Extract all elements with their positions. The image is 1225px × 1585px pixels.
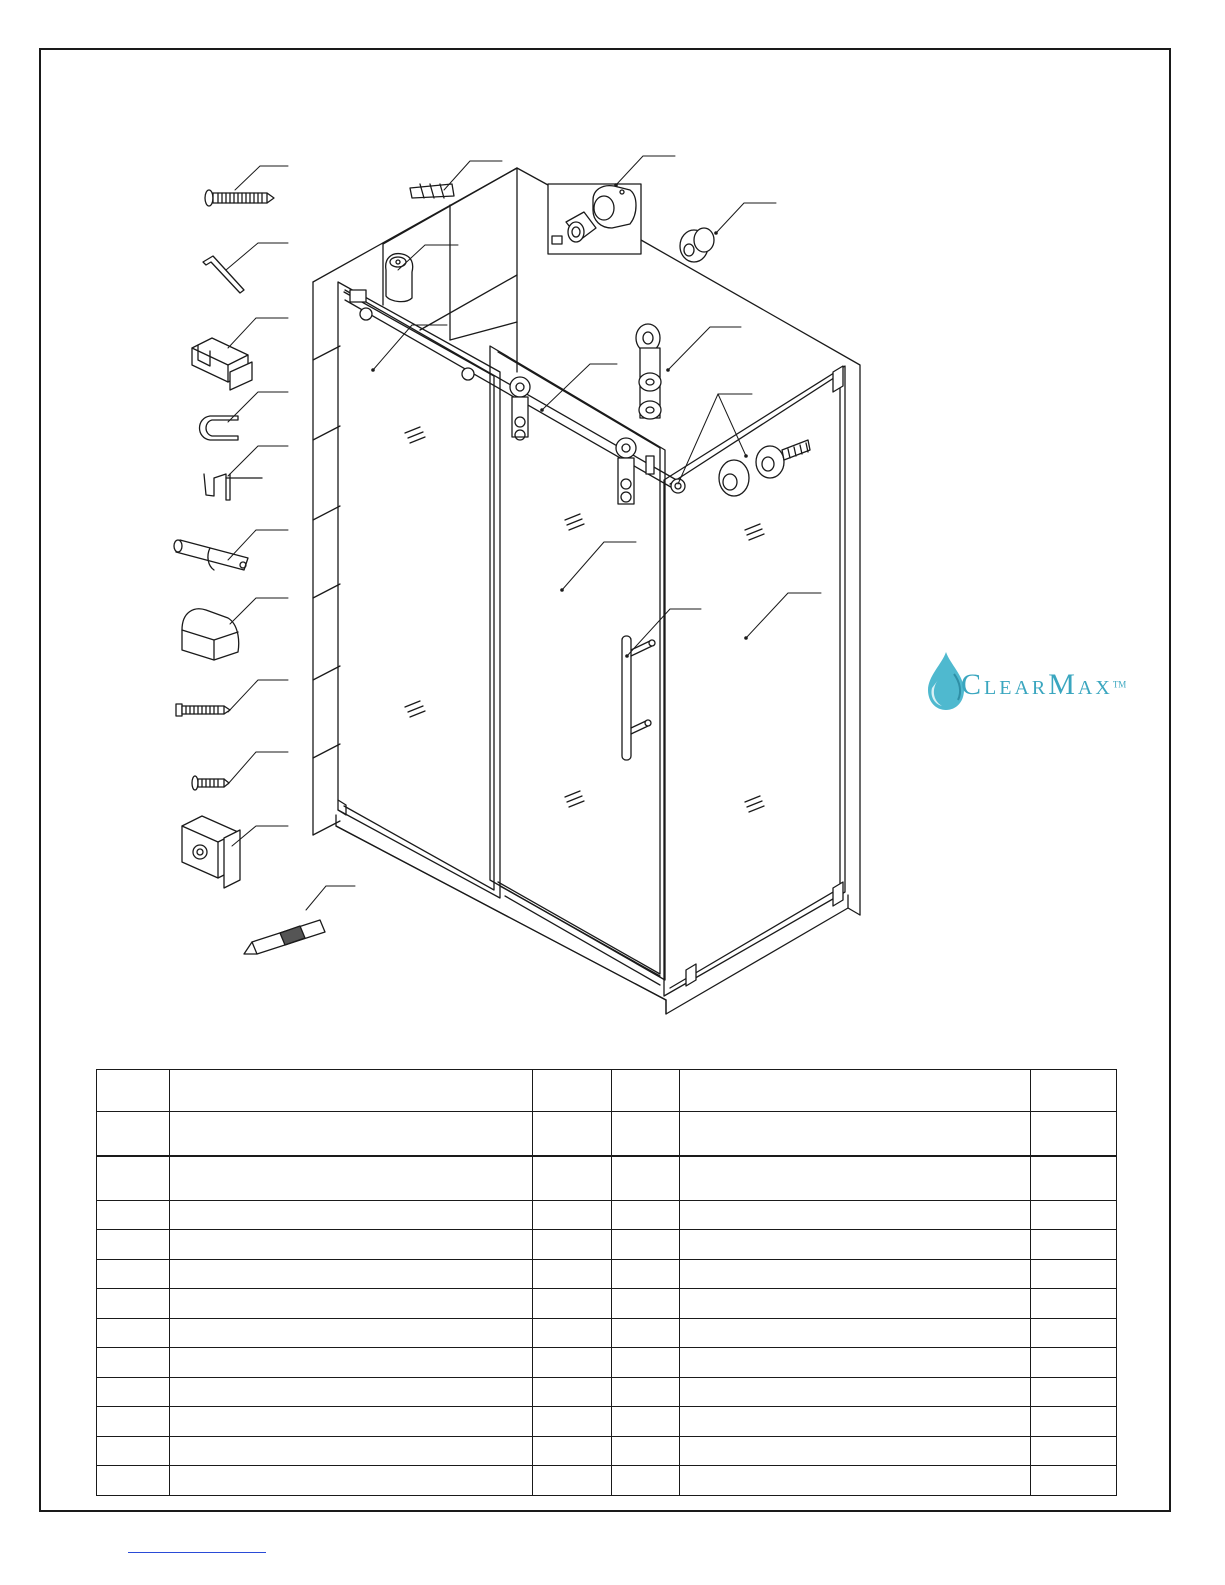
brand-letter-m: M bbox=[1048, 668, 1078, 701]
table-cell bbox=[680, 1377, 1031, 1407]
table-cell bbox=[170, 1348, 533, 1378]
table-cell bbox=[1031, 1318, 1117, 1348]
table-row bbox=[97, 1230, 1117, 1260]
table-cell bbox=[680, 1230, 1031, 1260]
table-cell bbox=[1031, 1259, 1117, 1289]
table-cell bbox=[533, 1436, 612, 1466]
brand-letters-lear: LEAR bbox=[984, 677, 1049, 699]
part-glass-clamp-bracket bbox=[192, 338, 252, 390]
clearmax-logo bbox=[922, 648, 1127, 712]
table-cell bbox=[612, 1156, 680, 1200]
table-cell bbox=[97, 1112, 170, 1156]
table-cell bbox=[680, 1156, 1031, 1200]
table-cell bbox=[612, 1466, 680, 1496]
table-cell bbox=[533, 1230, 612, 1260]
table-cell bbox=[97, 1318, 170, 1348]
table-cell bbox=[170, 1318, 533, 1348]
sliding-door-panel bbox=[490, 346, 665, 985]
parts-list-table bbox=[96, 1069, 1117, 1496]
table-cell bbox=[533, 1289, 612, 1319]
part-bottom-seal-strip bbox=[174, 540, 248, 570]
table-cell bbox=[533, 1156, 612, 1200]
table-cell bbox=[170, 1200, 533, 1230]
table-cell bbox=[533, 1318, 612, 1348]
table-cell bbox=[1031, 1230, 1117, 1260]
table-cell bbox=[1031, 1156, 1117, 1200]
table-cell bbox=[97, 1348, 170, 1378]
table-row bbox=[97, 1200, 1117, 1230]
table-cell bbox=[170, 1436, 533, 1466]
table-cell bbox=[612, 1070, 680, 1112]
part-h-seal bbox=[204, 474, 262, 500]
table-cell bbox=[97, 1407, 170, 1437]
table-cell bbox=[1031, 1407, 1117, 1437]
table-cell bbox=[533, 1200, 612, 1230]
table-cell bbox=[97, 1289, 170, 1319]
table-row bbox=[97, 1436, 1117, 1466]
door-roller-left bbox=[510, 377, 530, 440]
part-short-screw bbox=[192, 776, 229, 790]
table-cell bbox=[1031, 1348, 1117, 1378]
table-cell bbox=[97, 1259, 170, 1289]
table-cell bbox=[97, 1377, 170, 1407]
brand-letter-c: C bbox=[961, 668, 985, 701]
table-cell bbox=[612, 1407, 680, 1437]
table-cell bbox=[680, 1407, 1031, 1437]
table-cell bbox=[170, 1289, 533, 1319]
table-cell bbox=[170, 1230, 533, 1260]
part-roller-assembly bbox=[636, 324, 661, 419]
table-cell bbox=[1031, 1377, 1117, 1407]
table-row bbox=[97, 1259, 1117, 1289]
table-cell bbox=[170, 1070, 533, 1112]
brand-letters-ax: AX bbox=[1077, 677, 1113, 699]
table-cell bbox=[680, 1318, 1031, 1348]
table-cell bbox=[680, 1259, 1031, 1289]
door-roller-right bbox=[616, 438, 654, 504]
table-cell bbox=[612, 1230, 680, 1260]
table-cell bbox=[533, 1377, 612, 1407]
table-cell bbox=[680, 1289, 1031, 1319]
part-end-cap-disc bbox=[680, 228, 714, 262]
table-cell bbox=[533, 1112, 612, 1156]
part-u-seal bbox=[200, 416, 239, 440]
part-roller-wheel-bolt bbox=[719, 440, 810, 496]
return-glass-panel bbox=[664, 366, 845, 996]
table-cell bbox=[612, 1289, 680, 1319]
table-cell bbox=[97, 1436, 170, 1466]
table-row bbox=[97, 1407, 1117, 1437]
table-cell bbox=[97, 1200, 170, 1230]
part-flat-head-screw bbox=[176, 704, 230, 716]
table-cell bbox=[1031, 1466, 1117, 1496]
table-cell bbox=[97, 1466, 170, 1496]
table-cell bbox=[170, 1466, 533, 1496]
part-pan-screw bbox=[205, 190, 274, 206]
table-cell bbox=[170, 1156, 533, 1200]
table-cell bbox=[612, 1259, 680, 1289]
table-cell bbox=[612, 1200, 680, 1230]
table-cell bbox=[533, 1466, 612, 1496]
table-cell bbox=[533, 1259, 612, 1289]
table-cell bbox=[1031, 1436, 1117, 1466]
table-cell bbox=[680, 1466, 1031, 1496]
table-cell bbox=[170, 1407, 533, 1437]
table-row bbox=[97, 1070, 1117, 1112]
table-cell bbox=[1031, 1112, 1117, 1156]
table-row bbox=[97, 1112, 1117, 1156]
callout-leaders bbox=[226, 156, 821, 910]
table-cell bbox=[612, 1348, 680, 1378]
table-cell bbox=[680, 1070, 1031, 1112]
table-cell bbox=[680, 1348, 1031, 1378]
table-row bbox=[97, 1156, 1117, 1200]
table-cell bbox=[1031, 1200, 1117, 1230]
part-drill-bit bbox=[244, 920, 325, 954]
table-cell bbox=[680, 1436, 1031, 1466]
trademark-mark: TM bbox=[1112, 679, 1127, 690]
part-allen-key bbox=[203, 256, 244, 293]
table-cell bbox=[97, 1070, 170, 1112]
footer-link[interactable] bbox=[128, 1552, 266, 1553]
table-cell bbox=[170, 1112, 533, 1156]
table-cell bbox=[680, 1200, 1031, 1230]
table-cell bbox=[97, 1156, 170, 1200]
table-cell bbox=[533, 1070, 612, 1112]
table-cell bbox=[680, 1112, 1031, 1156]
table-cell bbox=[170, 1259, 533, 1289]
table-row bbox=[97, 1348, 1117, 1378]
table-row bbox=[97, 1289, 1117, 1319]
part-rail-connector-inset bbox=[548, 184, 641, 254]
table-row bbox=[97, 1318, 1117, 1348]
table-cell bbox=[533, 1407, 612, 1437]
table-cell bbox=[612, 1112, 680, 1156]
table-cell bbox=[170, 1377, 533, 1407]
brand-wordmark bbox=[961, 668, 1126, 702]
table-cell bbox=[612, 1436, 680, 1466]
table-row bbox=[97, 1377, 1117, 1407]
table-cell bbox=[1031, 1289, 1117, 1319]
table-cell bbox=[533, 1348, 612, 1378]
part-glass-clip bbox=[182, 816, 240, 888]
parts-table-body bbox=[97, 1070, 1117, 1496]
table-cell bbox=[612, 1318, 680, 1348]
table-cell bbox=[612, 1377, 680, 1407]
table-row bbox=[97, 1466, 1117, 1496]
table-cell bbox=[97, 1230, 170, 1260]
part-roller-stopper bbox=[182, 609, 239, 660]
table-cell bbox=[1031, 1070, 1117, 1112]
